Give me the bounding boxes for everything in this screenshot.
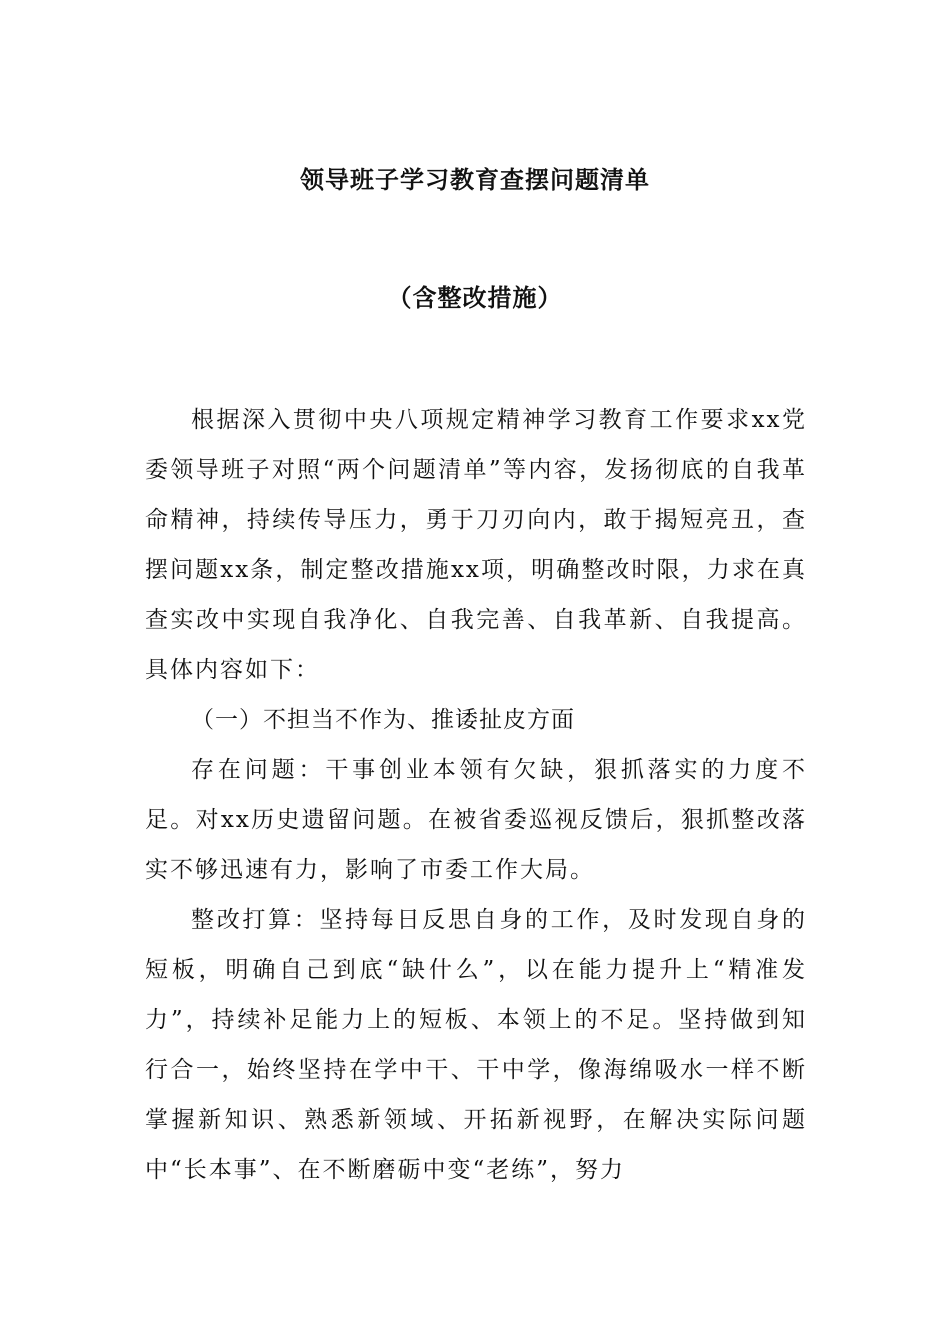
section-heading: （一）不担当不作为、推诿扯皮方面 [191, 707, 575, 733]
document-title: 领导班子学习教育查摆问题清单 [300, 165, 650, 194]
problem-paragraph: 存在问题：干事创业本领有欠缺，狠抓落实的力度不足。对xx历史遗留问题。在被省委巡视反馈后，狠抓整改落实不够迅速有力，影响了市委工作大局。 [145, 757, 807, 883]
rectification-paragraph: 整改打算：坚持每日反思自身的工作，及时发现自身的短板，明确自己到底“缺什么”，以在能力提升上“精准发力”，持续补足能力上的短板、本领上的不足。坚持做到知行合一，始终坚持在学中干、干中学，像海绵吸水一样不断掌握新知识、熟悉新领域、开拓新视野，在解决实际问题中“长本事”、在不断磨砺中变“老练”，努力 [145, 907, 807, 1183]
document-body [145, 395, 807, 1195]
document-subtitle: （含整改措施） [387, 283, 563, 312]
intro-paragraph: 根据深入贯彻中央八项规定精神学习教育工作要求xx党委领导班子对照“两个问题清单”等内容，发扬彻底的自我革命精神，持续传导压力，勇于刀刃向内，敢于揭短亮丑，查摆问题xx条，制定整改措施xx项，明确整改时限，力求在真查实改中实现自我净化、自我完善、自我革新、自我提高。具体内容如下： [145, 407, 807, 683]
